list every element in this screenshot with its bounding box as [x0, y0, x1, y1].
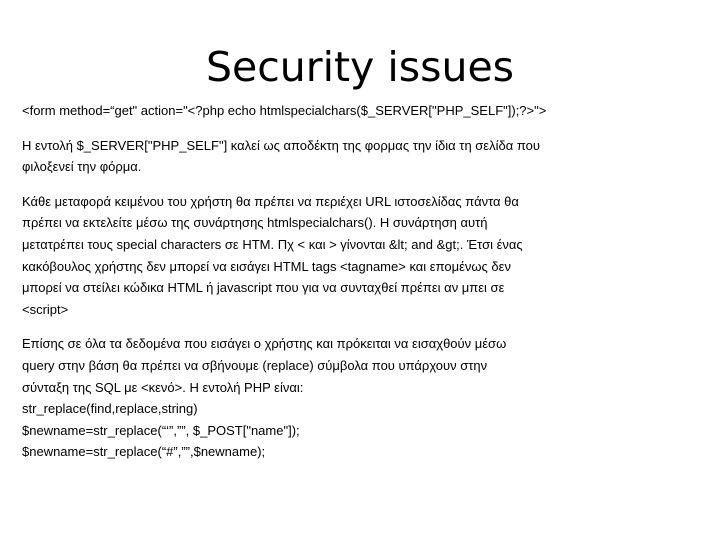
text-line: <script>	[22, 301, 69, 317]
text-line: σύνταξη της SQL με <κενό>. Η εντολή PHP είναι:	[22, 379, 304, 395]
code-line: $newname=str_replace(“#”,””,$newname);	[22, 444, 266, 460]
text-line: πρέπει να εκτελείτε μέσω της συνάρτησης htmlspecialchars(). Η συνάρτηση αυτή	[22, 215, 488, 231]
slide-title: Security issues	[205, 43, 515, 91]
text-line: μπορεί να στείλει κώδικα HTML ή javascript που για να συνταχθεί πρέπει αν μπει σε	[22, 280, 505, 296]
text-line: Επίσης σε όλα τα δεδομένα που εισάγει ο χρήστης και πρόκειται να εισαχθούν μέσω	[22, 336, 507, 352]
text-line: Κάθε μεταφορά κειμένου του χρήστη θα πρέπει να περιέχει URL ιστοσελίδας πάντα θα	[22, 193, 519, 209]
text-line: <form method=“get" action="<?php echo htmlspecialchars($_SERVER["PHP_SELF"]);?>">	[22, 103, 547, 118]
text-line: φιλοξενεί την φόρμα.	[22, 159, 142, 175]
text-line: μετατρέπει τους special characters σε HTM. Πχ < και > γίνονται &lt; and &gt;. Έτσι ένας	[22, 236, 523, 252]
paragraph-form-tag	[22, 100, 702, 122]
text-line: query στην βάση θα πρέπει να σβήνουμε (replace) σύμβολα που υπάρχουν στην	[22, 357, 488, 373]
code-line: $newname=str_replace(“‘”,””, $_POST["name"]);	[22, 422, 300, 438]
paragraph-str-replace	[22, 333, 702, 463]
text-line: Η εντολή $_SERVER["PHP_SELF"] καλεί ως αποδέκτη της φορμας την ίδια τη σελίδα που	[22, 137, 540, 153]
slide-body	[22, 100, 702, 463]
paragraph-htmlspecialchars	[22, 191, 702, 321]
code-line: str_replace(find,replace,string)	[22, 401, 198, 417]
text-line: κακόβουλος χρήστης δεν μπορεί να εισάγει HTML tags <tagname> και επομένως δεν	[22, 258, 511, 274]
paragraph-php-self	[22, 135, 702, 178]
